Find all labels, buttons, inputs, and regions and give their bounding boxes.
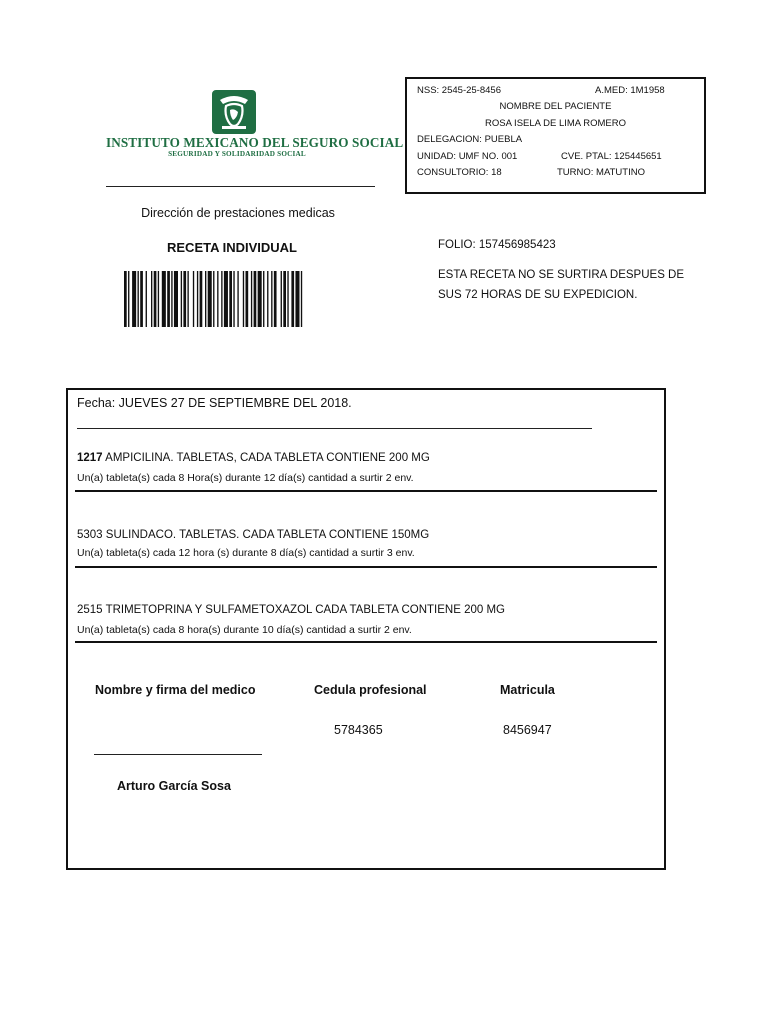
consultorio-field: CONSULTORIO: 18 — [417, 167, 502, 178]
barcode-bar — [217, 271, 218, 327]
turno-field: TURNO: MATUTINO — [557, 167, 645, 178]
barcode-bar — [237, 271, 238, 327]
medication-dosage: Un(a) tableta(s) cada 8 hora(s) durante 10 día(s) cantidad a surtir 2 env. — [77, 624, 412, 636]
medication-item — [77, 452, 430, 464]
barcode-bar — [174, 271, 178, 327]
barcode-bar — [200, 271, 203, 327]
delegacion-field: DELEGACION: PUEBLA — [417, 134, 523, 145]
barcode-bar — [140, 271, 143, 327]
barcode-bar — [154, 271, 157, 327]
expiry-notice-line1: ESTA RECETA NO SE SURTIRA DESPUES DE — [438, 269, 685, 281]
barcode-bar — [128, 271, 129, 327]
medication-item — [77, 529, 429, 541]
barcode-bar — [181, 271, 182, 327]
barcode-bar — [162, 271, 166, 327]
cedula-label: Cedula profesional — [314, 683, 427, 697]
unidad-field: UNIDAD: UMF NO. 001 — [417, 151, 518, 162]
barcode-bar — [197, 271, 198, 327]
cedula-value: 5784365 — [334, 723, 383, 737]
barcode-bar — [146, 271, 147, 327]
matricula-value: 8456947 — [503, 723, 552, 737]
matricula-label: Matricula — [500, 683, 555, 697]
barcode — [124, 271, 354, 327]
barcode-bar — [274, 271, 277, 327]
barcode-bar — [283, 271, 286, 327]
medication-code: 1217 — [77, 452, 103, 464]
barcode-bar — [243, 271, 244, 327]
item-divider — [75, 641, 657, 643]
imss-eagle-logo-icon — [212, 90, 256, 134]
folio-number: FOLIO: 157456985423 — [438, 239, 556, 251]
amed-field: A.MED: 1M1958 — [595, 85, 665, 96]
patient-info-box — [405, 77, 706, 194]
barcode-bar — [295, 271, 299, 327]
barcode-bar — [183, 271, 186, 327]
barcode-bar — [301, 271, 302, 327]
barcode-bar — [246, 271, 249, 327]
medication-dosage: Un(a) tableta(s) cada 8 Hora(s) durante 12 día(s) cantidad a surtir 2 env. — [77, 472, 414, 484]
medication-dosage: Un(a) tableta(s) cada 12 hora (s) durante 8 día(s) cantidad a surtir 3 env. — [77, 547, 415, 559]
institution-subtitle: SEGURIDAD Y SOLIDARIDAD SOCIAL — [168, 150, 306, 158]
cve-ptal-field: CVE. PTAL: 125445651 — [561, 151, 662, 162]
barcode-bar — [291, 271, 294, 327]
medication-description: AMPICILINA. TABLETAS, CADA TABLETA CONTIENE 200 MG — [102, 452, 430, 464]
institution-name: INSTITUTO MEXICANO DEL SEGURO SOCIAL — [106, 135, 404, 150]
barcode-bar — [158, 271, 159, 327]
barcode-bar — [208, 271, 212, 327]
signature-line — [94, 754, 262, 755]
barcode-bar — [258, 271, 262, 327]
patient-name-label: NOMBRE DEL PACIENTE — [499, 101, 612, 112]
barcode-bar — [287, 271, 288, 327]
barcode-bar — [171, 271, 172, 327]
medication-item — [77, 604, 505, 616]
medication-description: SULINDACO. TABLETAS. CADA TABLETA CONTIENE 150MG — [102, 529, 430, 541]
medication-code: 5303 — [77, 529, 103, 541]
barcode-bar — [124, 271, 127, 327]
nss-field: NSS: 2545-25-8456 — [417, 85, 501, 96]
barcode-bar — [213, 271, 214, 327]
item-divider — [75, 490, 657, 492]
patient-name: ROSA ISELA DE LIMA ROMERO — [485, 118, 626, 129]
item-divider — [75, 566, 657, 568]
barcode-bar — [221, 271, 222, 327]
direccion-label: Dirección de prestaciones medicas — [141, 206, 335, 220]
barcode-bar — [271, 271, 272, 327]
doctor-name-signature-label: Nombre y firma del medico — [95, 683, 256, 697]
barcode-bar — [229, 271, 232, 327]
barcode-bar — [132, 271, 136, 327]
document-title: RECETA INDIVIDUAL — [167, 240, 297, 255]
expiry-notice-line2: SUS 72 HORAS DE SU EXPEDICION. — [438, 289, 638, 301]
barcode-bar — [254, 271, 257, 327]
barcode-bar — [233, 271, 234, 327]
doctor-name: Arturo García Sosa — [117, 779, 231, 793]
date-underline — [77, 428, 592, 429]
barcode-bar — [267, 271, 268, 327]
prescription-date: Fecha: JUEVES 27 DE SEPTIEMBRE DEL 2018. — [77, 396, 352, 410]
medication-description: TRIMETOPRINA Y SULFAMETOXAZOL CADA TABLETA CONTIENE 200 MG — [102, 604, 505, 616]
medication-code: 2515 — [77, 604, 103, 616]
barcode-bar — [224, 271, 228, 327]
barcode-bar — [151, 271, 152, 327]
barcode-bar — [187, 271, 188, 327]
barcode-bar — [193, 271, 194, 327]
barcode-bar — [263, 271, 264, 327]
barcode-bar — [167, 271, 170, 327]
barcode-bar — [251, 271, 252, 327]
barcode-bar — [138, 271, 139, 327]
header-divider — [106, 186, 375, 187]
barcode-bar — [205, 271, 206, 327]
barcode-bar — [281, 271, 282, 327]
